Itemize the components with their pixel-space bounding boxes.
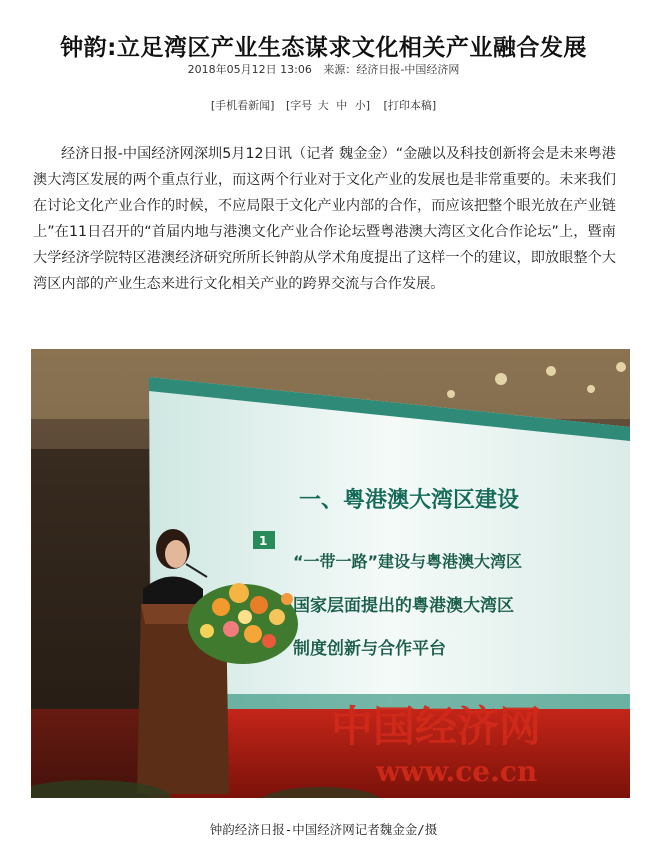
slide-heading: 一、粤港澳大湾区建设 (299, 488, 520, 513)
forum-photo-illustration (31, 349, 630, 798)
mobile-news-link[interactable]: [手机看新闻] (210, 99, 275, 112)
article-source: 来源：经济日报-中国经济网 (323, 63, 460, 76)
watermark-cn: 中国经济网 (331, 702, 542, 751)
slide-item-1: “一带一路”建设与粤港澳大湾区 (293, 552, 523, 571)
article-meta (0, 61, 647, 77)
print-link[interactable]: [打印本稿] (383, 99, 437, 112)
font-size-medium-button[interactable]: 中 (336, 99, 348, 112)
font-size-large-button[interactable]: 大 (317, 99, 329, 112)
font-size-small-button[interactable]: 小] (354, 99, 371, 112)
font-size-control (286, 99, 376, 112)
slide-item-2: 国家层面提出的粤港澳大湾区 (293, 596, 514, 616)
article-title: 钟韵:立足湾区产业生态谋求文化相关产业融合发展 (60, 35, 587, 62)
slide-item-3: 制度创新与合作平台 (293, 639, 446, 659)
article-photo (31, 349, 630, 798)
article-body: 经济日报-中国经济网深圳5月12日讯（记者 魏金金）“金融以及科技创新将会是未来粤港澳大湾区发展的两个重点行业，而这两个行业对于文化产业的发展也是非常重要的。未来我们在讨论文化产业合作的时候，不应局限于文化产业内部的合作，而应该把整个眼光放在产业链上”在11日召开的“首届内地与港澳文化产业合作论坛暨粤港澳大湾区文化合作论坛”上，暨南大学经济学院特区港澳经济研究所所长钟韵从学术角度提出了这样一个的建议，即放眼整个大湾区内部的产业生态来进行文化相关产业的跨界交流与合作发展。 (33, 146, 616, 292)
publish-date: 2018年05月12日 13:06 (187, 63, 312, 76)
article-toolbar (0, 97, 647, 113)
watermark-url: www.ce.cn (376, 755, 538, 788)
photo-caption: 钟韵经济日报-中国经济网记者魏金金/摄 (209, 822, 438, 837)
font-size-label: [字号 (285, 99, 313, 112)
slide-badge: 1 (259, 534, 268, 548)
